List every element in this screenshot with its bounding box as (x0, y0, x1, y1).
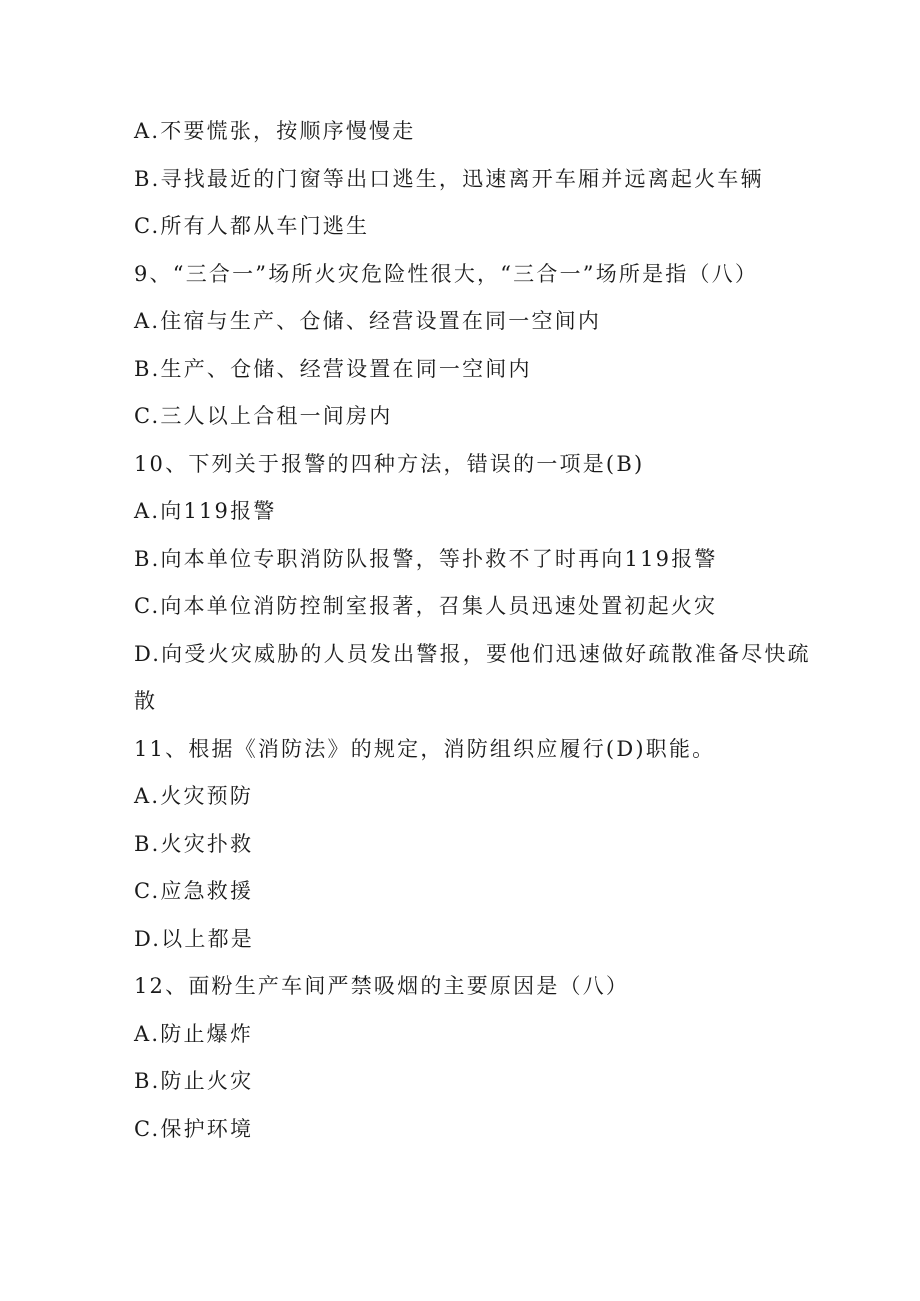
option-line: A.不要慌张，按顺序慢慢走 (134, 119, 416, 143)
option-line: B.向本单位专职消防队报警，等扑救不了时再向119报警 (134, 546, 718, 571)
option-line: B.生产、仓储、经营设置在同一空间内 (134, 356, 532, 381)
option-line-continuation: 散 (134, 689, 158, 713)
question-line: 9、“三合一”场所火灾危险性很大，“三合一”场所是指（八） (134, 261, 759, 286)
option-line: C.三人以上合租一间房内 (134, 404, 393, 428)
option-line: D.向受火灾威胁的人员发出警报，要他们迅速做好疏散准备尽快疏 (134, 641, 811, 666)
option-line: B.寻找最近的门窗等出口逃生，迅速离开车厢并远离起火车辆 (134, 166, 764, 191)
option-line: A.火灾预防 (134, 784, 254, 808)
option-line: C.应急救援 (134, 879, 254, 903)
option-line: C.保护环境 (134, 1116, 254, 1141)
option-line: C.所有人都从车门逃生 (134, 214, 370, 238)
option-line: A.住宿与生产、仓储、经营设置在同一空间内 (134, 309, 602, 333)
option-line: B.火灾扑救 (134, 831, 254, 856)
option-line: A.防止爆炸 (134, 1021, 254, 1046)
option-line: B.防止火灾 (134, 1069, 254, 1093)
question-line: 11、根据《消防法》的规定，消防组织应履行(D)职能。 (134, 736, 716, 761)
option-line: D.以上都是 (134, 926, 254, 951)
question-line: 10、下列关于报警的四种方法，错误的一项是(B) (134, 451, 645, 476)
option-line: A.向119报警 (134, 499, 277, 523)
option-line: C.向本单位消防控制室报著，召集人员迅速处置初起火灾 (134, 594, 718, 618)
question-text-block (134, 108, 811, 1153)
question-line: 12、面粉生产车间严禁吸烟的主要原因是（八） (134, 974, 630, 998)
